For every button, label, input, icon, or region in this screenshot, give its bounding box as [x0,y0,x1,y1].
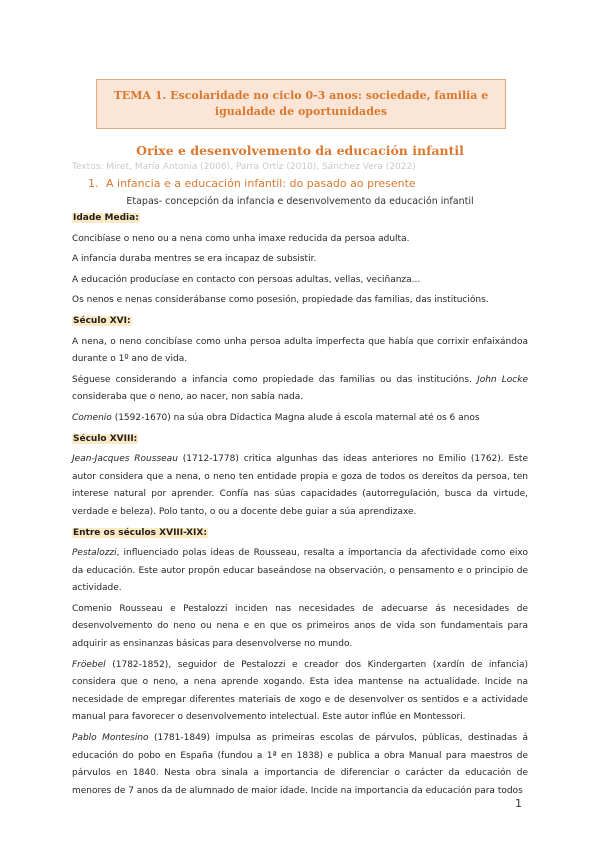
paragraph: Comenio Rousseau e Pestalozzi inciden nas necesidades de adecuarse ás necesidades de desenvolvemento do neno ou nena e en que os primeiros anos de vida son fundamentais para adquirir as ensinanzas básicas para desenvolverse no mundo. [72,603,528,650]
section-title: A infancia e a educación infantil: do pasado ao presente [106,177,416,190]
label-seculo-xvi: Século XVI: [73,315,131,326]
text-span: , influenciado polas ideas de Rousseau, resalta a importancia da afectividade como eixo da educación. Este autor propón educar baseándose na observación, o pensamento e o principio de actividade. [72,548,528,594]
label-seculo-xviii: Século XVIII: [73,433,138,444]
section-number: 1. [88,177,99,190]
main-heading: Orixe e desenvolvemento da educación infantil [136,143,464,158]
author-name: Jean-Jacques Rousseau [72,454,178,465]
paragraph [72,657,528,727]
text-span: Séguese considerando a infancia como propiedade das familias ou das institucións. [72,374,472,385]
paragraph: Os nenos e nenas considerábanse como posesión, propiedade das familias, das institucións. [72,295,489,306]
section-heading [88,177,416,190]
paragraph: Concibíase o neno ou a nena como unha imaxe reducida da persoa adulta. [72,233,410,244]
text-span: (1782-1852), seguidor de Pestalozzi e creador dos Kindergarten (xardín de infancia) considera que o neno, a nena aprende xogando. Esta idea mantense na actualidade. Incide na necesidade de empregar diferentes materiais de xogo e de desenvolver os sentidos e a actividade manual para favorecer o desenvolvemento intelectual. Este autor inflúe en Montessori. [72,659,528,723]
sources-line: Textos: Miret, María Antonia (2006), Parra Ortiz (2010), Sánchez Vera (2022) [72,162,416,172]
text-span: (1712-1778) critica algunhas das ideas anteriores no Emilio (1762). Este autor considera que a nena, o neno ten entidade propia e goza de todos os dereitos da persoa, ten interese natural por aprender. Confía nas súas capacidades (autorregulación, busca da virtude, verdade e beleza). Polo tanto, o ou a docente debe guiar a súa aprendizaxe. [72,454,528,517]
paragraph [72,545,528,598]
section-subtitle: Etapas- concepción da infancia e desenvolvemento da educación infantil [126,196,474,207]
label-seculos-xviii-xix: Entre os séculos XVIII-XIX: [73,527,207,538]
label-idade-media: Idade Media: [73,213,139,223]
page-number: 1 [515,797,522,810]
text-span: (1592-1670) na súa obra Didactica Magna alude á escola maternal até os 6 anos [114,412,480,423]
paragraph [72,410,528,428]
body-text [72,210,528,803]
paragraph [72,372,528,407]
author-name: Pablo Montesino [72,733,149,744]
title-box [96,79,506,129]
author-name: Pestalozzi [72,548,117,559]
text-span: consideraba que o neno, ao nacer, non sabía nada. [72,392,304,403]
paragraph: A nena, o neno concibíase como unha persoa adulta imperfecta que había que corrixir enfaixándoa durante o 1º ano de vida. [72,336,528,365]
text-span: (1781-1849) impulsa as primeiras escolas de párvulos, públicas, destinadas á educación do pobo en España (fundou a 1ª en 1838) e publica a obra Manual para maestros de párvulos en 1840. Nesta obra sinala a importancia de diferenciar o carácter da educación de menores de 7 anos da de alumnado de maior idade. Incide na importancia da educación para todos [72,733,528,796]
author-name: Fröebel [72,659,106,670]
paragraph [72,730,528,800]
author-name: John Locke [477,374,528,385]
author-name: Comenio [72,412,112,423]
document-title: TEMA 1. Escolaridade no ciclo 0-3 anos: sociedade, familia e igualdade de oportunidades [113,89,489,118]
paragraph: A educación producíase en contacto con persoas adultas, vellas, veciñanza... [72,274,421,285]
paragraph [72,451,528,521]
paragraph: A infancia duraba mentres se era incapaz de subsistir. [72,254,317,265]
